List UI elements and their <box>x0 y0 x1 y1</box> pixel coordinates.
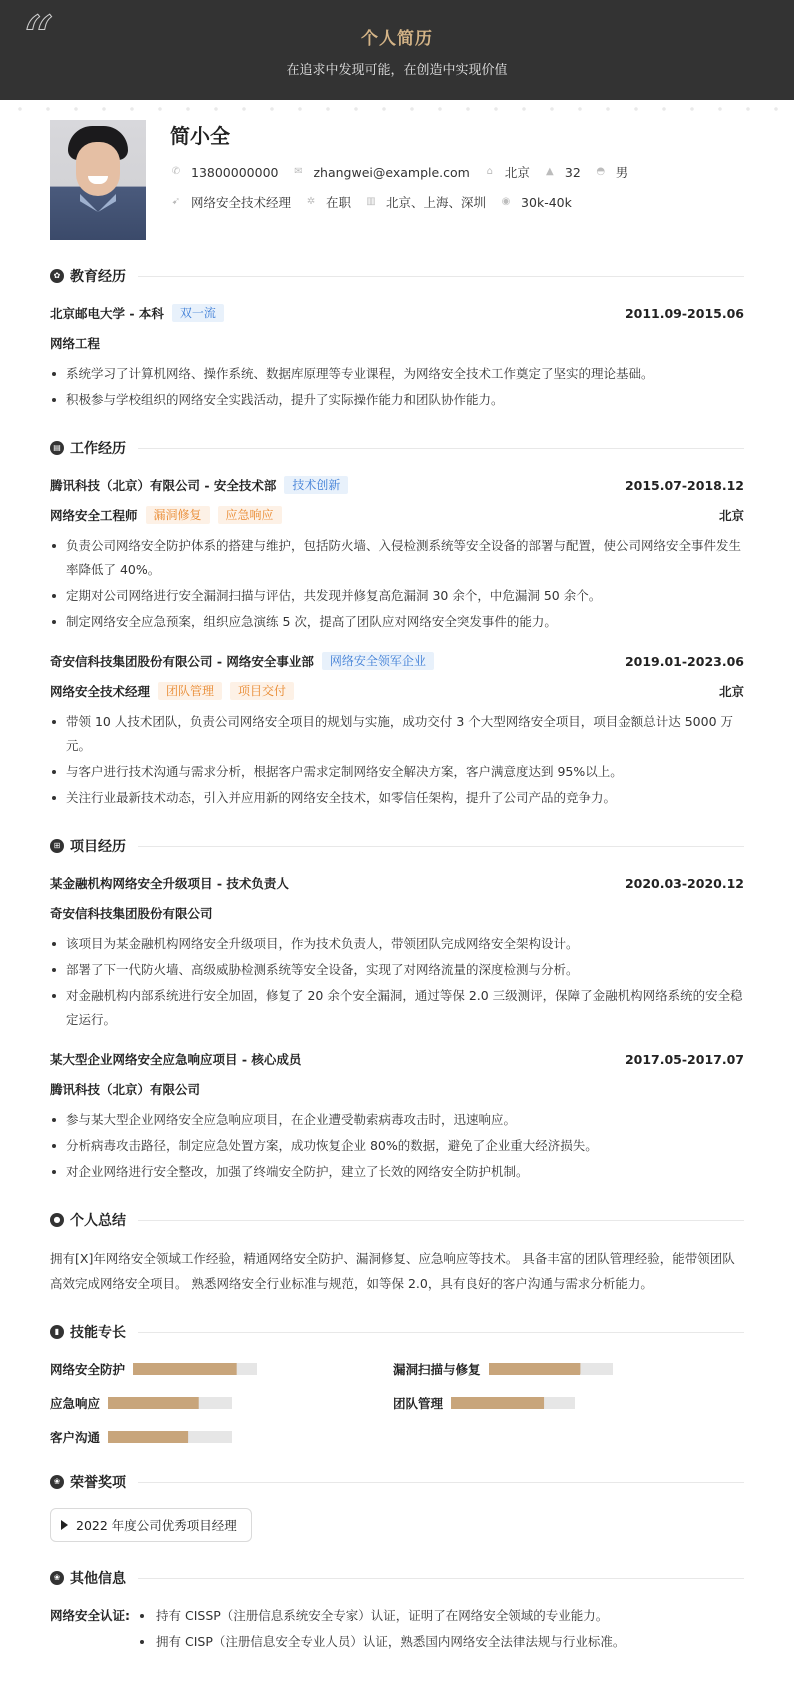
skill-bar-fill <box>108 1397 199 1409</box>
skill-name: 团队管理 <box>393 1396 444 1411</box>
date-range: 2015.07-2018.12 <box>624 477 744 493</box>
email-item <box>292 165 469 180</box>
date-range: 2017.05-2017.07 <box>624 1051 744 1067</box>
section-heading <box>50 1322 744 1342</box>
bullet-list <box>50 1108 744 1184</box>
other-info-section <box>50 1568 744 1656</box>
salary-item <box>500 195 572 210</box>
certifications-label: 网络安全认证: <box>50 1608 130 1623</box>
email-value: zhangwei@example.com <box>313 164 470 180</box>
job-title: 网络安全技术经理 <box>50 684 151 699</box>
gender-icon: ◓ <box>596 166 606 177</box>
section-title: 其他信息 <box>70 1571 126 1587</box>
summary-text: 拥有[X]年网络安全领域工作经验，精通网络安全防护、漏洞修复、应急响应等技术。 具备丰富的团队管理经验，能带领团队高效完成网络安全项目。 熟悉网络安全行业标准与规范，如等保 2.0，具有良好的客户沟通与需求分析能力。 <box>50 1251 735 1291</box>
resume-subtitle: 在追求中发现可能，在创造中实现价值 <box>286 63 508 78</box>
position-item <box>170 193 291 211</box>
skill-item <box>50 1428 393 1446</box>
status-value: 在职 <box>326 195 352 210</box>
role-tag: 项目交付 <box>230 682 294 700</box>
summary-section <box>50 1210 744 1296</box>
bullet-list <box>136 1604 625 1656</box>
role-tag: 应急响应 <box>218 506 282 524</box>
phone-value: 13800000000 <box>191 164 279 180</box>
skill-bar-fill <box>108 1431 188 1443</box>
age-item <box>544 165 581 180</box>
skill-bar-fill <box>133 1363 237 1375</box>
mail-icon: ✉ <box>294 166 303 177</box>
resume-title: 个人简历 <box>361 29 433 49</box>
divider <box>138 1578 744 1579</box>
skills-section <box>50 1322 744 1446</box>
section-title: 个人总结 <box>70 1213 126 1229</box>
section-title: 工作经历 <box>70 441 126 457</box>
job-title: 网络安全工程师 <box>50 508 138 523</box>
section-heading <box>50 266 744 286</box>
triangle-right-icon <box>61 1520 68 1530</box>
divider <box>138 448 744 449</box>
bullet-item: 与客户进行技术沟通与需求分析，根据客户需求定制网络安全解决方案，客户满意度达到 95%以上。 <box>50 760 744 784</box>
phone-item <box>170 165 278 180</box>
bullet-item: 带领 10 人技术团队，负责公司网络安全项目的规划与实施，成功交付 3 个大型网络安全项目，项目金额总计达 5000 万元。 <box>50 710 744 758</box>
user-icon: ● <box>50 1213 64 1227</box>
skill-bar <box>108 1431 232 1443</box>
education-section <box>50 266 744 412</box>
section-title: 教育经历 <box>70 269 126 285</box>
company-tag: 技术创新 <box>284 476 348 494</box>
bullet-item: 分析病毒攻击路径，制定应急处置方案，成功恢复企业 80%的数据，避免了企业重大经济损失。 <box>50 1134 744 1158</box>
gender-value: 男 <box>615 165 629 180</box>
skill-bar <box>133 1363 257 1375</box>
avatar-photo <box>50 120 146 240</box>
bullet-list <box>50 362 744 412</box>
skill-item <box>393 1360 736 1378</box>
award-item[interactable] <box>50 1508 252 1542</box>
bullet-item: 定期对公司网络进行安全漏洞扫描与评估，共发现并修复高危漏洞 30 余个，中危漏洞 50 余个。 <box>50 584 744 608</box>
salary-value: 30k-40k <box>521 194 572 210</box>
graduation-cap-icon: ✿ <box>50 269 64 283</box>
quote-mark-icon: “ <box>22 2 48 75</box>
certifications <box>50 1604 744 1656</box>
skills-grid <box>50 1360 744 1446</box>
work-entry <box>50 652 744 810</box>
section-heading <box>50 1210 744 1230</box>
location-item <box>484 163 530 181</box>
bar-chart-icon: ▮ <box>50 1325 64 1339</box>
date-range: 2011.09-2015.06 <box>624 305 744 321</box>
section-heading <box>50 1568 744 1588</box>
age-icon: ▲ <box>546 166 554 177</box>
skill-bar-fill <box>451 1397 544 1409</box>
city-icon: ▥ <box>366 196 376 207</box>
skill-name: 应急响应 <box>50 1396 101 1411</box>
bullet-item: 部署了下一代防火墙、高级威胁检测系统等安全设备，实现了对网络流量的深度检测与分析。 <box>50 958 744 982</box>
bullet-item: 积极参与学校组织的网络安全实践活动，提升了实际操作能力和团队协作能力。 <box>50 388 744 412</box>
bullet-list <box>50 534 744 634</box>
contact-row <box>170 163 642 181</box>
bullet-item: 持有 CISSP（注册信息系统安全专家）认证，证明了在网络安全领域的专业能力。 <box>136 1604 625 1628</box>
section-heading <box>50 438 744 458</box>
section-heading <box>50 836 744 856</box>
divider <box>138 1482 744 1483</box>
award-name: 2022 年度公司优秀项目经理 <box>76 1518 237 1533</box>
home-icon: ⌂ <box>486 166 494 177</box>
target-city-item <box>365 193 486 211</box>
bullet-item: 对企业网络进行安全整改，加强了终端安全防护，建立了长效的网络安全防护机制。 <box>50 1160 744 1184</box>
bullet-list <box>50 932 744 1032</box>
profile-info <box>170 120 642 240</box>
section-title: 荣誉奖项 <box>70 1475 126 1491</box>
project-name: 某金融机构网络安全升级项目 - 技术负责人 <box>50 876 289 891</box>
job-location: 北京 <box>718 508 744 523</box>
project-company: 奇安信科技集团股份有限公司 <box>50 906 213 921</box>
skill-item <box>50 1360 393 1378</box>
position-value: 网络安全技术经理 <box>191 195 292 210</box>
skill-item <box>393 1394 736 1412</box>
role-tag: 团队管理 <box>158 682 222 700</box>
target-city-value: 北京、上海、深圳 <box>386 195 487 210</box>
bullet-item: 负责公司网络安全防护体系的搭建与维护，包括防火墙、入侵检测系统等安全设备的部署与配置，使公司网络安全事件发生率降低了 40%。 <box>50 534 744 582</box>
section-title: 项目经历 <box>70 839 126 855</box>
skill-name: 网络安全防护 <box>50 1362 126 1377</box>
major: 网络工程 <box>50 336 101 351</box>
award-icon: ❀ <box>50 1475 64 1489</box>
position-icon: ➹ <box>171 196 181 207</box>
skill-name: 漏洞扫描与修复 <box>393 1362 481 1377</box>
bullet-item: 关注行业最新技术动态，引入并应用新的网络安全技术，如零信任架构，提升了公司产品的竞争力。 <box>50 786 744 810</box>
project-entry <box>50 1050 744 1184</box>
company-name: 奇安信科技集团股份有限公司 - 网络安全事业部 <box>50 654 314 669</box>
company-tag: 网络安全领军企业 <box>322 652 434 670</box>
age-value: 32 <box>564 164 581 180</box>
bullet-item: 该项目为某金融机构网络安全升级项目，作为技术负责人，带领团队完成网络安全架构设计。 <box>50 932 744 956</box>
salary-icon: ◉ <box>501 196 511 207</box>
job-intent-row <box>170 193 642 211</box>
gender-item <box>595 163 629 181</box>
bullet-item: 系统学习了计算机网络、操作系统、数据库原理等专业课程，为网络安全技术工作奠定了坚实的理论基础。 <box>50 362 744 386</box>
project-name: 某大型企业网络安全应急响应项目 - 核心成员 <box>50 1052 302 1067</box>
status-icon: ✲ <box>306 196 316 207</box>
work-entry <box>50 476 744 634</box>
bullet-item: 参与某大型企业网络安全应急响应项目，在企业遭受勒索病毒攻击时，迅速响应。 <box>50 1108 744 1132</box>
awards-section <box>50 1472 744 1542</box>
company-name: 腾讯科技（北京）有限公司 - 安全技术部 <box>50 478 277 493</box>
date-range: 2020.03-2020.12 <box>624 875 744 891</box>
project-company: 腾讯科技（北京）有限公司 <box>50 1082 201 1097</box>
location-value: 北京 <box>504 165 530 180</box>
profile-section <box>50 100 744 240</box>
projects-section <box>50 836 744 1184</box>
skill-bar <box>489 1363 613 1375</box>
bullet-item: 拥有 CISP（注册信息安全专业人员）认证，熟悉国内网络安全法律法规与行业标准。 <box>136 1630 625 1654</box>
education-entry <box>50 304 744 412</box>
divider <box>138 1220 744 1221</box>
bullet-item: 对金融机构内部系统进行安全加固，修复了 20 余个安全漏洞，通过等保 2.0 三级测评，保障了金融机构网络系统的安全稳定运行。 <box>50 984 744 1032</box>
role-tag: 漏洞修复 <box>146 506 210 524</box>
candidate-name: 简小全 <box>170 124 230 148</box>
section-title: 技能专长 <box>70 1325 126 1341</box>
bullet-item: 制定网络安全应急预案，组织应急演练 5 次，提高了团队应对网络安全突发事件的能力。 <box>50 610 744 634</box>
resume-header <box>0 0 794 100</box>
resume-body <box>0 100 794 1686</box>
job-location: 北京 <box>718 684 744 699</box>
divider <box>138 846 744 847</box>
work-section <box>50 438 744 810</box>
school-name: 北京邮电大学 - 本科 <box>50 306 164 321</box>
skill-bar <box>451 1397 575 1409</box>
phone-icon: ✆ <box>171 166 181 177</box>
grid-icon: ⊞ <box>50 839 64 853</box>
status-item <box>305 193 351 211</box>
divider <box>138 1332 744 1333</box>
briefcase-icon: ▤ <box>50 441 64 455</box>
project-entry <box>50 874 744 1032</box>
section-heading <box>50 1472 744 1492</box>
school-tag: 双一流 <box>172 304 224 322</box>
skill-bar <box>108 1397 232 1409</box>
skill-item <box>50 1394 393 1412</box>
date-range: 2019.01-2023.06 <box>624 653 744 669</box>
skill-name: 客户沟通 <box>50 1430 101 1445</box>
skill-bar-fill <box>489 1363 581 1375</box>
divider <box>138 276 744 277</box>
bullet-list <box>50 710 744 810</box>
info-icon: ❀ <box>50 1571 64 1585</box>
